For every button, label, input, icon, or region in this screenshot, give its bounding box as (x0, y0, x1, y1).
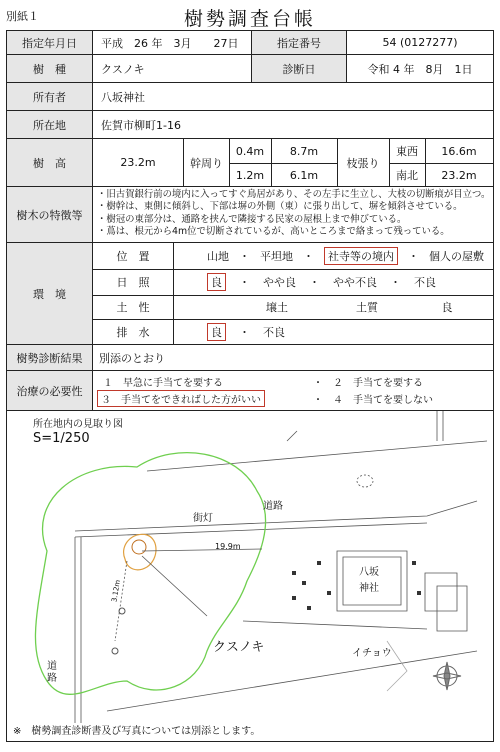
sunlight-options (207, 269, 436, 295)
option-good-selected: 良 (207, 273, 226, 291)
label-east-west: 東西 (396, 145, 418, 158)
shrine-label-2: 神社 (359, 583, 379, 594)
features-text (97, 189, 490, 238)
separator: ・ (239, 276, 250, 289)
owner-value: 八坂神社 (101, 90, 145, 104)
map-scale: S=1/250 (33, 431, 90, 446)
label-sunlight: 日 照 (116, 276, 150, 289)
option-poor: 不良 (414, 276, 436, 289)
page-title: 樹勢調査台帳 (183, 8, 316, 30)
row-measurements (7, 139, 493, 187)
label-designation-date: 指定年月日 (7, 31, 93, 54)
row-environment (7, 243, 493, 345)
row-owner (7, 83, 493, 111)
option-poor: 不良 (263, 326, 285, 339)
road-label-top: 道路 (263, 501, 283, 512)
position-options (207, 243, 484, 269)
soil-quality-label: 土質 (356, 301, 378, 314)
option-mountain: 山地 (207, 250, 229, 263)
treatment-option-2: ・ ２ 手当てを要する (313, 378, 423, 389)
label-treatment-need: 治療の必要性 (7, 371, 93, 410)
feature-line: ・蔦は、根元から4m位で切断されているが、高いところまで絡まって残っている。 (97, 225, 450, 237)
distance-label-2: 3.12m (110, 579, 123, 603)
label-diagnosis-date: 診断日 (251, 55, 347, 82)
footer-note: ※ 樹勢調査診断書及び写真については別添とします。 (13, 726, 261, 737)
girth-value-2: 6.1m (289, 168, 319, 182)
north-south-value: 23.2m (441, 168, 477, 182)
species-value: クスノキ (101, 62, 145, 76)
soil-quality-value: 良 (441, 301, 453, 314)
label-environment: 環 境 (7, 243, 93, 344)
site-map (7, 411, 493, 723)
row-location (7, 111, 493, 139)
compass-icon (433, 662, 461, 690)
location-value: 佐賀市柳町1-16 (101, 118, 181, 132)
site-map-drawing (7, 411, 493, 723)
label-owner: 所有者 (7, 83, 93, 110)
separator: ・ (239, 250, 250, 263)
feature-line: ・樹冠の東部分は、通路を挟んで隣接する民家の屋根上まで伸びている。 (97, 213, 407, 225)
separator: ・ (390, 276, 401, 289)
option-private-estate: 個人の屋敷 (429, 250, 484, 263)
annex-label: 別紙１ (6, 10, 39, 23)
girth-height-2: 1.2m (235, 168, 265, 182)
soil-type: 壌土 (266, 301, 288, 314)
separator: ・ (408, 250, 419, 263)
option-good-selected: 良 (207, 323, 226, 341)
distance-label: 19.9m (215, 542, 241, 551)
feature-line: ・樹幹は、東側に傾斜し、下部は塀の外側（東）に張り出して、塀を傾斜させている。 (97, 201, 463, 213)
label-designation-number: 指定番号 (251, 31, 347, 54)
east-west-value: 16.6m (441, 144, 477, 158)
label-girth: 幹周り (183, 139, 229, 186)
row-species (7, 55, 493, 83)
drainage-options (207, 319, 285, 345)
designation-date: 平成 26 年 3月 27日 (101, 36, 239, 50)
separator: ・ (309, 276, 320, 289)
ginkgo-label: イチョウ (352, 648, 392, 659)
designation-number: 54 (0127277) (382, 36, 458, 49)
label-position: 位 置 (116, 250, 150, 263)
label-location: 所在地 (7, 111, 93, 138)
treatment-option-1: １ 早急に手当てを要する (103, 378, 223, 389)
camphor-tree-label: クスノキ (213, 640, 265, 655)
label-north-south: 南北 (396, 169, 418, 182)
diagnosis-date: 令和 4 年 8月 1日 (367, 62, 473, 76)
separator: ・ (303, 250, 314, 263)
girth-value-1: 8.7m (289, 144, 319, 158)
label-branch-spread: 枝張り (346, 156, 380, 170)
separator: ・ (239, 326, 250, 339)
row-treatment (7, 371, 493, 411)
label-soil: 土 性 (116, 301, 150, 314)
tree-crown-outline (35, 453, 265, 695)
row-diagnosis (7, 345, 493, 371)
height-value: 23.2m (120, 156, 156, 169)
row-features (7, 187, 493, 243)
treatment-option-4: ・ ４ 手当てを要しない (313, 395, 433, 406)
option-fairly-good: やや良 (263, 276, 296, 289)
row-designation (7, 31, 493, 55)
road-label-left: 道路 (47, 661, 57, 684)
option-fairly-poor: やや不良 (333, 276, 377, 289)
feature-line: ・旧古賀銀行前の境内に入ってすぐ鳥居があり、その左手に生立し、大枝の切断痕が目立つ。 (97, 189, 491, 200)
label-species: 樹 種 (7, 55, 93, 82)
lamp-label: 街灯 (193, 513, 213, 524)
label-features: 樹木の特徴等 (7, 187, 93, 242)
girth-height-1: 0.4m (235, 144, 265, 158)
option-flat: 平坦地 (260, 250, 293, 263)
option-shrine-grounds-selected: 社寺等の境内 (324, 247, 398, 265)
shrine-label-1: 八坂 (359, 567, 379, 578)
diagnosis-result: 別添のとおり (99, 351, 165, 365)
map-title: 所在地内の見取り図 (33, 419, 123, 430)
label-drainage: 排 水 (116, 326, 150, 339)
label-height: 樹 高 (7, 139, 93, 186)
label-diagnosis-result: 樹勢診断結果 (7, 345, 93, 370)
survey-form (6, 30, 494, 742)
treatment-option-3-selected: ３ 手当てをできればした方がいい (97, 390, 265, 407)
